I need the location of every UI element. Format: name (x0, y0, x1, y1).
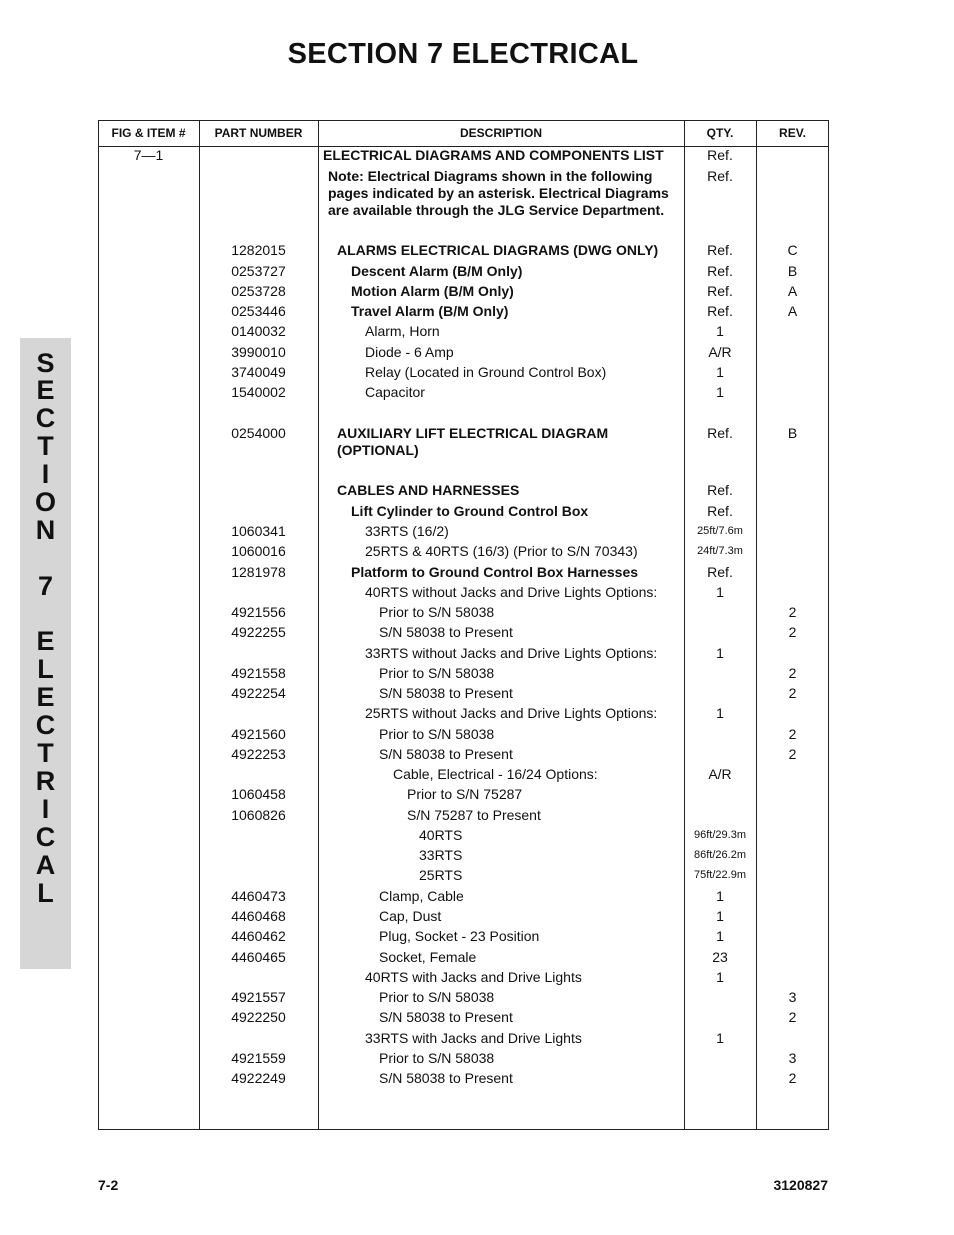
page-number: 7-2 (98, 1177, 119, 1193)
qty-cell: 1 (716, 584, 724, 600)
qty-cell: 96ft/29.3m (694, 829, 746, 841)
qty-cell: 1 (716, 645, 724, 661)
part-number-cell: 0140032 (231, 323, 286, 339)
table-row (0, 1007, 954, 1027)
description-cell: Lift Cylinder to Ground Control Box (351, 503, 589, 519)
qty-cell: 1 (716, 928, 724, 944)
description-cell: 33RTS with Jacks and Drive Lights (365, 1030, 582, 1046)
qty-cell: A/R (708, 766, 732, 782)
part-number-cell: 4922250 (231, 1009, 286, 1025)
part-number-cell: 0254000 (231, 425, 286, 441)
description-cell: 40RTS without Jacks and Drive Lights Options: (365, 584, 658, 600)
description-cell: Relay (Located in Ground Control Box) (365, 364, 607, 380)
part-number-cell: 3740049 (231, 364, 286, 380)
part-number-cell: 1060341 (231, 523, 286, 539)
note-row (0, 166, 954, 186)
table-row (0, 1028, 954, 1048)
table-row (0, 1068, 954, 1088)
description-cell: S/N 58038 to Present (379, 746, 513, 762)
rev-cell: B (787, 263, 798, 279)
qty-cell: 1 (716, 1030, 724, 1046)
table-row (0, 683, 954, 703)
rev-cell: A (787, 283, 798, 299)
part-number-cell: 4922254 (231, 685, 286, 701)
rev-cell: C (787, 242, 798, 258)
table-row (0, 886, 954, 906)
rev-cell: 2 (788, 1009, 797, 1025)
description-cell: S/N 75287 to Present (407, 807, 541, 823)
side-tab-letter: S (36, 348, 55, 378)
table-row (0, 521, 954, 541)
description-cell: Platform to Ground Control Box Harnesses (351, 564, 639, 580)
table-row (0, 845, 954, 865)
rev-cell: A (787, 303, 798, 319)
description-cell: ELECTRICAL DIAGRAMS AND COMPONENTS LIST (323, 147, 664, 163)
rev-cell: 2 (788, 726, 797, 742)
description-cell: S/N 58038 to Present (379, 624, 513, 640)
table-row (0, 784, 954, 804)
table-row (0, 261, 954, 281)
description-cell: Prior to S/N 58038 (379, 665, 495, 681)
description-cell: 33RTS without Jacks and Drive Lights Options: (365, 645, 658, 661)
table-row (0, 301, 954, 321)
part-number-cell: 4921558 (231, 665, 286, 681)
description-cell: 33RTS (419, 847, 463, 863)
table-row (0, 582, 954, 602)
qty-cell: 24ft/7.3m (697, 545, 743, 557)
rev-cell: 2 (788, 1070, 797, 1086)
table-row (0, 926, 954, 946)
qty-cell: 75ft/22.9m (694, 869, 746, 881)
part-number-cell: 4922249 (231, 1070, 286, 1086)
table-row (0, 703, 954, 723)
description-cell: Prior to S/N 58038 (379, 989, 495, 1005)
description-cell: Capacitor (365, 384, 425, 400)
side-tab-letter: N (35, 515, 56, 545)
side-tab-letter: E (36, 626, 55, 656)
table-row-heading (0, 145, 954, 165)
description-cell: Prior to S/N 75287 (407, 786, 523, 802)
qty-cell: 1 (716, 364, 724, 380)
part-number-cell: 0253446 (231, 303, 286, 319)
qty-cell: 1 (716, 323, 724, 339)
description-cell: 25RTS & 40RTS (16/3) (Prior to S/N 70343) (365, 543, 638, 559)
rev-cell: 2 (788, 665, 797, 681)
qty-cell: Ref. (707, 263, 733, 279)
side-tab-letter: I (41, 459, 50, 489)
table-row (0, 281, 954, 301)
description-cell: Diode - 6 Amp (365, 344, 454, 360)
table-row (0, 1048, 954, 1068)
rev-cell: 3 (788, 1050, 797, 1066)
qty-cell: Ref. (707, 147, 733, 163)
rev-cell: 3 (788, 989, 797, 1005)
part-number-cell: 1060016 (231, 543, 286, 559)
table-row (0, 541, 954, 561)
table-row (0, 240, 954, 260)
table-row (0, 724, 954, 744)
qty-cell: 1 (716, 384, 724, 400)
part-number-cell: 4460462 (231, 928, 286, 944)
rev-cell: 2 (788, 685, 797, 701)
table-row (0, 622, 954, 642)
description-cell: S/N 58038 to Present (379, 1070, 513, 1086)
column-header-description: DESCRIPTION (459, 126, 542, 140)
side-tab-letter: C (35, 710, 56, 740)
side-tab-letter: A (35, 850, 56, 880)
side-tab-letter: C (35, 822, 56, 852)
side-tab-letter: L (37, 878, 54, 908)
table-row (0, 362, 954, 382)
part-number-cell: 1282015 (231, 242, 286, 258)
side-tab-letter: E (36, 682, 55, 712)
table-row (0, 501, 954, 521)
description-cell: ALARMS ELECTRICAL DIAGRAMS (DWG ONLY) (337, 242, 659, 258)
note-text: Note: Electrical Diagrams shown in the following pages indicated by an asterisk. Electrical Diagrams are available through the JLG Service Department. (328, 168, 669, 218)
table-row (0, 382, 954, 402)
table-row (0, 865, 954, 885)
description-cell: S/N 58038 to Present (379, 1009, 513, 1025)
part-number-cell: 4921557 (231, 989, 286, 1005)
description-cell: 33RTS (16/2) (365, 523, 449, 539)
rev-cell: B (787, 425, 798, 441)
qty-cell: Ref. (707, 283, 733, 299)
table-row (0, 602, 954, 622)
description-cell: Travel Alarm (B/M Only) (351, 303, 509, 319)
table-row (0, 480, 954, 500)
qty-cell: Ref. (707, 564, 733, 580)
description-cell: Prior to S/N 58038 (379, 726, 495, 742)
qty-cell: A/R (708, 344, 732, 360)
column-header-part: PART NUMBER (214, 126, 303, 140)
side-tab-letter: T (37, 431, 54, 461)
table-row (0, 744, 954, 764)
auxiliary-description: AUXILIARY LIFT ELECTRICAL DIAGRAM (OPTIONAL) (337, 425, 609, 458)
part-number-cell: 4460468 (231, 908, 286, 924)
part-number-cell: 4460465 (231, 949, 286, 965)
description-cell: 40RTS (419, 827, 463, 843)
part-number-cell: 1060458 (231, 786, 286, 802)
side-tab-letter: O (34, 487, 56, 517)
part-number-cell: 4922253 (231, 746, 286, 762)
description-cell: 25RTS (419, 867, 463, 883)
qty-cell: 1 (716, 705, 724, 721)
table-row (0, 321, 954, 341)
side-tab-letter: T (37, 738, 54, 768)
side-tab-letter: C (35, 403, 56, 433)
qty-cell: 86ft/26.2m (694, 849, 746, 861)
description-cell: CABLES AND HARNESSES (337, 482, 520, 498)
description-cell: Descent Alarm (B/M Only) (351, 263, 523, 279)
column-header-fig: FIG & ITEM # (111, 126, 186, 140)
side-tab-letter: L (37, 654, 54, 684)
table-row (0, 805, 954, 825)
table-row (0, 764, 954, 784)
description-cell: Prior to S/N 58038 (379, 604, 495, 620)
part-number-cell: 1540002 (231, 384, 286, 400)
table-row (0, 825, 954, 845)
part-number-cell: 4921556 (231, 604, 286, 620)
page-title: SECTION 7 ELECTRICAL (287, 38, 639, 70)
description-cell: Prior to S/N 58038 (379, 1050, 495, 1066)
part-number-cell: 1281978 (231, 564, 286, 580)
part-number-cell: 4922255 (231, 624, 286, 640)
description-cell: Clamp, Cable (379, 888, 464, 904)
description-cell: 40RTS with Jacks and Drive Lights (365, 969, 582, 985)
part-number-cell: 0253727 (231, 263, 286, 279)
rev-cell: 2 (788, 624, 797, 640)
part-number-cell: 4921560 (231, 726, 286, 742)
side-tab-letter: E (36, 375, 55, 405)
description-cell: S/N 58038 to Present (379, 685, 513, 701)
table-row (0, 967, 954, 987)
side-tab-letter: I (41, 794, 50, 824)
description-cell: Alarm, Horn (365, 323, 440, 339)
rev-cell: 2 (788, 604, 797, 620)
qty-cell: Ref. (707, 303, 733, 319)
table-row (0, 562, 954, 582)
description-cell: Socket, Female (379, 949, 477, 965)
qty-cell: 1 (716, 969, 724, 985)
column-header-qty: QTY. (706, 126, 734, 140)
fig-item-cell: 7—1 (133, 147, 164, 163)
document-number: 3120827 (773, 1177, 828, 1193)
table-row (0, 906, 954, 926)
rev-cell: 2 (788, 746, 797, 762)
description-cell: Plug, Socket - 23 Position (379, 928, 540, 944)
table-row (0, 643, 954, 663)
qty-cell: Ref. (707, 425, 733, 441)
part-number-cell: 0253728 (231, 283, 286, 299)
description-cell: Cable, Electrical - 16/24 Options: (393, 766, 598, 782)
part-number-cell: 4921559 (231, 1050, 286, 1066)
description-cell: 25RTS without Jacks and Drive Lights Options: (365, 705, 658, 721)
table-row (0, 342, 954, 362)
qty-cell: Ref. (707, 503, 733, 519)
part-number-cell: 1060826 (231, 807, 286, 823)
qty-cell: 1 (716, 908, 724, 924)
qty-cell: 25ft/7.6m (697, 525, 743, 537)
qty-cell: Ref. (707, 242, 733, 258)
description-cell: Cap, Dust (379, 908, 442, 924)
table-row (0, 663, 954, 683)
description-cell: Motion Alarm (B/M Only) (351, 283, 514, 299)
side-tab-letter: R (35, 766, 56, 796)
qty-cell: Ref. (707, 482, 733, 498)
qty-cell: 23 (712, 949, 728, 965)
part-number-cell: 4460473 (231, 888, 286, 904)
side-tab-letter: 7 (37, 571, 54, 601)
table-row (0, 947, 954, 967)
qty-cell: 1 (716, 888, 724, 904)
table-row (0, 987, 954, 1007)
part-number-cell: 3990010 (231, 344, 286, 360)
column-header-rev: REV. (779, 126, 806, 140)
qty-cell: Ref. (707, 168, 733, 184)
